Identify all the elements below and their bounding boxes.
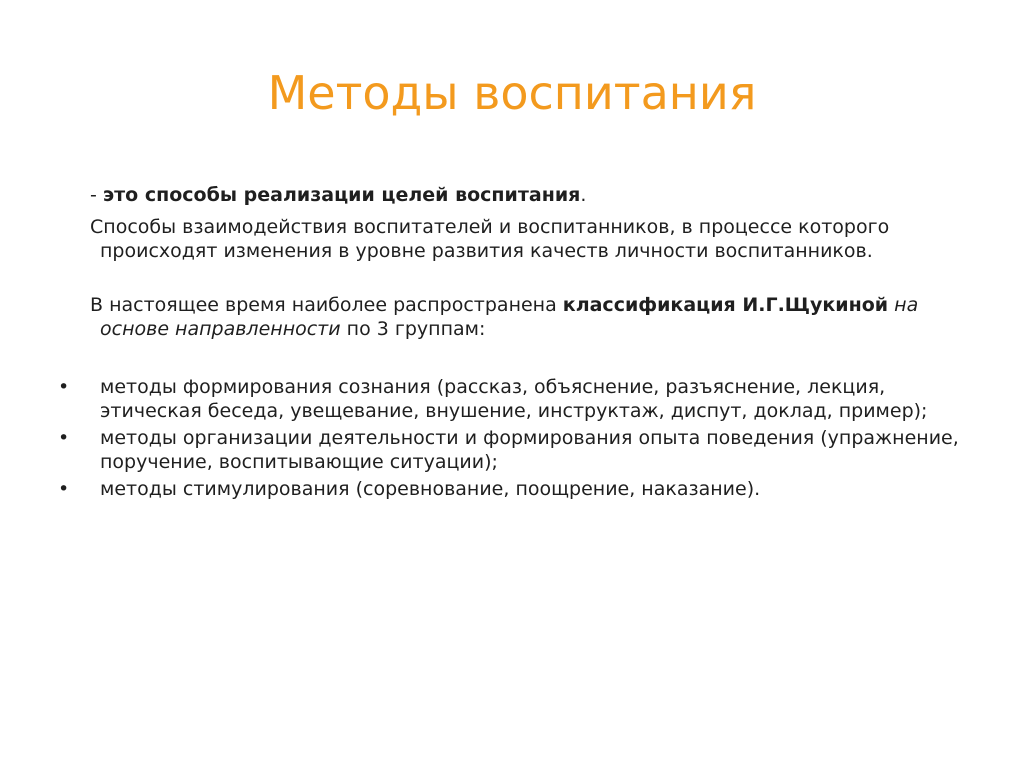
bullet-icon: • (58, 478, 70, 500)
classification-end: по 3 группам: (340, 318, 486, 340)
definition-line (0, 183, 980, 207)
paragraph-classification (0, 293, 980, 341)
classification-italic: на основе направленности (100, 294, 919, 340)
list-item-text: методы организации деятельности и формирования опыта поведения (упражнение, поручение, воспитывающие ситуации); (100, 427, 959, 473)
bullet-icon: • (58, 427, 70, 449)
slide-body (0, 183, 1024, 504)
methods-list (0, 375, 1024, 501)
definition-dash: - (90, 184, 103, 206)
slide-title: Методы воспитания (267, 66, 757, 120)
list-item (0, 426, 980, 474)
paragraph-methods-description: Способы взаимодействия воспитателей и воспитанников, в процессе которого происходят изменения в уровне развития качеств личности воспитанников. (90, 216, 890, 262)
definition-end: . (580, 184, 587, 206)
definition-bold: это способы реализации целей воспитания (102, 184, 581, 206)
bullet-icon: • (58, 376, 70, 398)
classification-intro: В настоящее время наиболее распространена (90, 294, 563, 316)
list-item-text: методы формирования сознания (рассказ, объяснение, разъяснение, лекция, этическая беседа, увещевание, внушение, инструктаж, диспут, доклад, пример); (100, 376, 928, 422)
list-item-text: методы стимулирования (соревнование, поощрение, наказание). (100, 478, 761, 500)
list-item (0, 477, 980, 501)
list-item (0, 375, 980, 423)
classification-bold: классификация И.Г.Щукиной (562, 294, 889, 316)
